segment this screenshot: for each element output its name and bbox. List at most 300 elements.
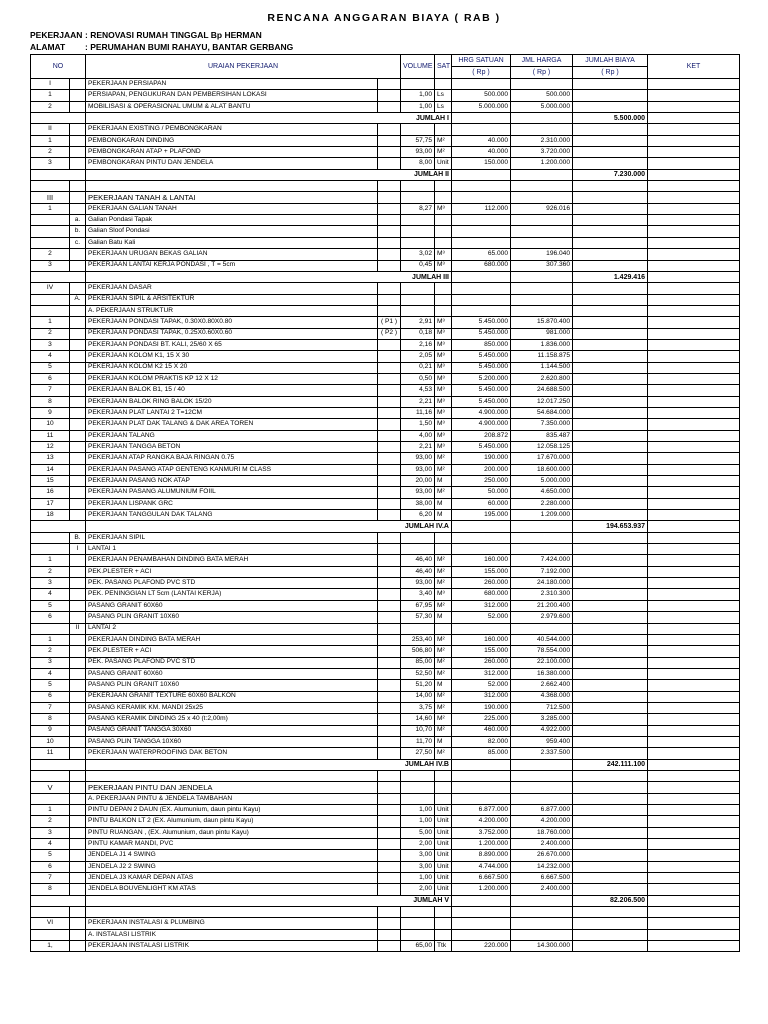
jumlah-biaya-cell [573, 623, 648, 634]
volume-cell: 2,05 [401, 351, 435, 362]
hrg-cell: 52.000 [452, 680, 511, 691]
no-cell [31, 770, 70, 781]
table-row [31, 215, 740, 226]
ket-cell [648, 668, 740, 679]
no-cell [31, 907, 70, 918]
code-cell [378, 827, 401, 838]
no-cell: 1 [31, 135, 70, 146]
sub-cell [70, 203, 86, 214]
table-row [31, 294, 740, 305]
jml-cell: 3.720.000 [511, 147, 573, 158]
jumlah-biaya-cell [573, 453, 648, 464]
table-row [31, 362, 740, 373]
volume-cell: 2,91 [401, 317, 435, 328]
jumlah-biaya-cell [573, 634, 648, 645]
desc-cell: PEKERJAAN TALANG [86, 430, 378, 441]
volume-cell: 52,50 [401, 668, 435, 679]
sub-cell [70, 373, 86, 384]
table-row [31, 419, 740, 430]
table-row [31, 158, 740, 169]
ket-cell [648, 339, 740, 350]
hrg-cell: 850.000 [452, 339, 511, 350]
hrg-cell: 5.450.000 [452, 396, 511, 407]
volume-cell [401, 215, 435, 226]
sat-cell: M³ [435, 589, 452, 600]
sat-cell [435, 623, 452, 634]
ket-cell [648, 158, 740, 169]
jml-cell: 14.232.000 [511, 861, 573, 872]
ket-cell [648, 271, 740, 282]
volume-cell: 0,45 [401, 260, 435, 271]
table-row [31, 668, 740, 679]
hrg-cell: 680.000 [452, 589, 511, 600]
ket-cell [648, 544, 740, 555]
sat-cell: M³ [435, 385, 452, 396]
volume-cell: 1,00 [401, 805, 435, 816]
subtotal-label: JUMLAH V [86, 895, 452, 906]
jumlah-biaya-cell [573, 476, 648, 487]
desc-cell: PEK.PLESTER + ACI [86, 566, 378, 577]
sat-cell: M [435, 510, 452, 521]
table-row [31, 725, 740, 736]
jml-cell [511, 226, 573, 237]
ket-cell [648, 101, 740, 112]
document-title: RENCANA ANGGARAN BIAYA ( RAB ) [267, 12, 501, 24]
ket-cell [648, 419, 740, 430]
jumlah-biaya-cell [573, 442, 648, 453]
jml-cell: 3.285.000 [511, 714, 573, 725]
jml-cell: 18.760.000 [511, 827, 573, 838]
jml-cell [511, 283, 573, 294]
volume-cell: 8,00 [401, 158, 435, 169]
code-cell [378, 873, 401, 884]
sat-cell: M³ [435, 407, 452, 418]
table-row [31, 498, 740, 509]
desc-cell: PEKERJAAN INSTALASI & PLUMBING [86, 918, 378, 929]
jumlah-biaya-cell [573, 215, 648, 226]
jml-cell: 16.380.000 [511, 668, 573, 679]
hrg-cell: 260.000 [452, 657, 511, 668]
header-no: NO [31, 55, 86, 79]
sub-cell [70, 884, 86, 895]
desc-cell: PEKERJAAN PASANG ALUMUNIUM FOIIL [86, 487, 378, 498]
desc-cell: Galian Pondasi Tapak [86, 215, 378, 226]
desc-cell: PEKERJAAN PONDASI TAPAK, 0.25X0.60X0.60 [86, 328, 378, 339]
table-row [31, 805, 740, 816]
ket-cell [648, 328, 740, 339]
sat-cell [435, 532, 452, 543]
sub-cell [70, 805, 86, 816]
code-cell [378, 805, 401, 816]
table-row [31, 736, 740, 747]
code-cell [378, 90, 401, 101]
no-cell: 5 [31, 600, 70, 611]
sat-cell: M² [435, 135, 452, 146]
volume-cell: 3,02 [401, 249, 435, 260]
table-row [31, 79, 740, 90]
volume-cell: 3,00 [401, 850, 435, 861]
table-row [31, 578, 740, 589]
ket-cell [648, 566, 740, 577]
jml-cell: 4.650.000 [511, 487, 573, 498]
code-cell: ( P1 ) [378, 317, 401, 328]
hrg-cell [452, 793, 511, 804]
hrg-cell: 85.000 [452, 748, 511, 759]
code-cell [378, 668, 401, 679]
hrg-cell: 5.450.000 [452, 362, 511, 373]
hrg-cell: 52.000 [452, 612, 511, 623]
jml-cell [511, 895, 573, 906]
jml-cell: 15.870.400 [511, 317, 573, 328]
ket-cell [648, 612, 740, 623]
jumlah-biaya-cell: 82.206.500 [573, 895, 648, 906]
sat-cell: M² [435, 555, 452, 566]
table-row [31, 328, 740, 339]
sub-cell [70, 351, 86, 362]
ket-cell [648, 714, 740, 725]
ket-cell [648, 702, 740, 713]
ket-cell [648, 736, 740, 747]
code-cell [378, 646, 401, 657]
jumlah-biaya-cell [573, 589, 648, 600]
hrg-cell: 60.000 [452, 498, 511, 509]
hrg-cell [452, 907, 511, 918]
no-cell: 8 [31, 884, 70, 895]
sat-cell [435, 793, 452, 804]
hrg-cell [452, 521, 511, 532]
no-cell: 1 [31, 317, 70, 328]
jumlah-biaya-cell [573, 385, 648, 396]
sub-cell [70, 464, 86, 475]
jml-cell: 4.922.000 [511, 725, 573, 736]
hrg-cell: 1.200.000 [452, 839, 511, 850]
no-cell: 1 [31, 90, 70, 101]
hrg-cell [452, 181, 511, 192]
volume-cell: 3,75 [401, 702, 435, 713]
jumlah-biaya-cell [573, 147, 648, 158]
hrg-cell [452, 294, 511, 305]
volume-cell: 5,00 [401, 827, 435, 838]
sat-cell: M³ [435, 419, 452, 430]
jml-cell: 2.310.000 [511, 135, 573, 146]
ket-cell [648, 748, 740, 759]
table-row [31, 510, 740, 521]
code-cell [378, 192, 401, 203]
code-cell [378, 657, 401, 668]
sub-cell [70, 442, 86, 453]
no-cell: 1 [31, 203, 70, 214]
jumlah-biaya-cell [573, 827, 648, 838]
ket-cell [648, 555, 740, 566]
hrg-cell: 4.200.000 [452, 816, 511, 827]
table-row [31, 793, 740, 804]
jml-cell [511, 759, 573, 770]
sat-cell [435, 544, 452, 555]
code-cell [378, 555, 401, 566]
ket-cell [648, 442, 740, 453]
desc-cell: PEKERJAAN PLAT DAK TALANG & DAK AREA TOREN [86, 419, 378, 430]
sat-cell [435, 215, 452, 226]
sub-cell [70, 680, 86, 691]
table-row [31, 385, 740, 396]
volume-cell [401, 907, 435, 918]
jml-cell [511, 544, 573, 555]
no-cell: 13 [31, 453, 70, 464]
volume-cell [401, 283, 435, 294]
no-cell: 6 [31, 861, 70, 872]
desc-cell: PEK. PASANG PLAFOND PVC STD [86, 657, 378, 668]
desc-cell: JENDELA J2 2 SWING [86, 861, 378, 872]
code-cell [378, 600, 401, 611]
ket-cell [648, 487, 740, 498]
ket-cell [648, 396, 740, 407]
jumlah-biaya-cell [573, 805, 648, 816]
desc-cell: PEKERJAAN EXISTING / PEMBONGKARAN [86, 124, 378, 135]
hrg-cell: 40.000 [452, 135, 511, 146]
hrg-cell: 3.752.000 [452, 827, 511, 838]
no-cell: 9 [31, 725, 70, 736]
sub-cell [70, 589, 86, 600]
jumlah-biaya-cell [573, 691, 648, 702]
subtotal-label: JUMLAH II [86, 169, 452, 180]
desc-cell: PEKERJAAN SIPIL [86, 532, 378, 543]
ket-cell [648, 827, 740, 838]
volume-cell [401, 929, 435, 940]
ket-cell [648, 510, 740, 521]
jumlah-biaya-cell [573, 657, 648, 668]
code-cell [378, 203, 401, 214]
ket-cell [648, 317, 740, 328]
hrg-cell [452, 544, 511, 555]
sat-cell: M³ [435, 362, 452, 373]
hrg-cell: 5.450.000 [452, 328, 511, 339]
hrg-cell: 225.000 [452, 714, 511, 725]
volume-cell [401, 124, 435, 135]
desc-cell: PEKERJAAN ATAP RANGKA BAJA RINGAN 0.75 [86, 453, 378, 464]
desc-cell: PEKERJAAN INSTALASI LISTRIK [86, 941, 378, 952]
ket-cell [648, 385, 740, 396]
code-cell [378, 680, 401, 691]
hrg-cell: 5.200.000 [452, 373, 511, 384]
subtotal-row [31, 271, 740, 282]
code-cell [378, 691, 401, 702]
sat-cell: M² [435, 487, 452, 498]
desc-cell: LANTAI 2 [86, 623, 378, 634]
jumlah-biaya-cell [573, 260, 648, 271]
header-jml-harga: JML HARGA [511, 55, 573, 67]
table-row [31, 623, 740, 634]
jml-cell: 12.017.250 [511, 396, 573, 407]
jml-cell: 22.100.000 [511, 657, 573, 668]
volume-cell: 0,50 [401, 373, 435, 384]
ket-cell [648, 249, 740, 260]
volume-cell: 6,20 [401, 510, 435, 521]
jumlah-biaya-cell: 194.653.937 [573, 521, 648, 532]
table-row [31, 544, 740, 555]
no-cell: 3 [31, 158, 70, 169]
sub-cell [70, 770, 86, 781]
desc-cell: PEKERJAAN PONDASI TAPAK, 0.30X0.80X0.80 [86, 317, 378, 328]
code-cell [378, 487, 401, 498]
volume-cell: 93,00 [401, 578, 435, 589]
code-cell [378, 918, 401, 929]
jumlah-biaya-cell [573, 249, 648, 260]
sat-cell [435, 181, 452, 192]
volume-cell: 93,00 [401, 453, 435, 464]
subtotal-row [31, 759, 740, 770]
ket-cell [648, 578, 740, 589]
jumlah-biaya-cell [573, 135, 648, 146]
sub-cell [70, 147, 86, 158]
volume-cell: 2,21 [401, 442, 435, 453]
code-cell [378, 362, 401, 373]
desc-cell: PEKERJAAN BALOK RING BALOK 15/20 [86, 396, 378, 407]
table-row [31, 600, 740, 611]
volume-cell: 20,00 [401, 476, 435, 487]
header-uraian: URAIAN PEKERJAAN [86, 55, 401, 79]
no-cell: 4 [31, 589, 70, 600]
sub-cell [70, 430, 86, 441]
sat-cell: Unit [435, 850, 452, 861]
table-row [31, 929, 740, 940]
table-row [31, 861, 740, 872]
table-row [31, 351, 740, 362]
hrg-cell: 5.450.000 [452, 385, 511, 396]
jumlah-biaya-cell [573, 203, 648, 214]
ket-cell [648, 215, 740, 226]
hrg-cell: 50.000 [452, 487, 511, 498]
desc-cell: PINTU RUANGAN , (EX. Alumunium, daun pintu Kayu) [86, 827, 378, 838]
volume-cell: 11,70 [401, 736, 435, 747]
sub-cell [70, 305, 86, 316]
table-row [31, 317, 740, 328]
code-cell [378, 407, 401, 418]
no-cell [31, 759, 70, 770]
table-row [31, 203, 740, 214]
ket-cell [648, 623, 740, 634]
hrg-cell: 82.000 [452, 736, 511, 747]
sub-cell [70, 317, 86, 328]
desc-cell: PASANG GRANIT 60X60 [86, 668, 378, 679]
sat-cell: M [435, 612, 452, 623]
desc-cell [86, 181, 378, 192]
spacer-row [31, 907, 740, 918]
no-cell [31, 271, 70, 282]
ket-cell [648, 226, 740, 237]
jml-cell: 17.670.000 [511, 453, 573, 464]
hrg-cell [452, 192, 511, 203]
code-cell [378, 419, 401, 430]
volume-cell [401, 226, 435, 237]
volume-cell: 2,21 [401, 396, 435, 407]
desc-cell: PEKERJAAN PINTU DAN JENDELA [86, 782, 378, 793]
no-cell: 3 [31, 657, 70, 668]
jumlah-biaya-cell [573, 373, 648, 384]
desc-cell: PASANG KERAMIK KM. MANDI 25x25 [86, 702, 378, 713]
table-row [31, 124, 740, 135]
sat-cell: Unit [435, 884, 452, 895]
hrg-cell [452, 283, 511, 294]
jml-cell: 2.979.600 [511, 612, 573, 623]
jumlah-biaya-cell [573, 566, 648, 577]
jumlah-biaya-cell [573, 748, 648, 759]
hrg-cell: 4.900.000 [452, 419, 511, 430]
jumlah-biaya-cell [573, 941, 648, 952]
jml-cell [511, 793, 573, 804]
sub-cell [70, 941, 86, 952]
jml-cell: 2.400.000 [511, 839, 573, 850]
no-cell [31, 181, 70, 192]
hrg-cell: 5.450.000 [452, 317, 511, 328]
ket-cell [648, 725, 740, 736]
ket-cell [648, 634, 740, 645]
ket-cell [648, 79, 740, 90]
sub-cell [70, 521, 86, 532]
jml-cell: 500.000 [511, 90, 573, 101]
hrg-cell [452, 918, 511, 929]
sub-cell [70, 895, 86, 906]
code-cell [378, 714, 401, 725]
table-row [31, 657, 740, 668]
ket-cell [648, 929, 740, 940]
desc-cell: PEKERJAAN PENAMBAHAN DINDING BATA MERAH [86, 555, 378, 566]
code-cell [378, 305, 401, 316]
table-row [31, 884, 740, 895]
desc-cell: PEKERJAAN KOLOM K1, 15 X 30 [86, 351, 378, 362]
sub-cell: II [70, 623, 86, 634]
sat-cell: M² [435, 147, 452, 158]
hrg-cell: 190.000 [452, 702, 511, 713]
sat-cell: M [435, 476, 452, 487]
code-cell [378, 124, 401, 135]
jumlah-biaya-cell [573, 532, 648, 543]
ket-cell [648, 192, 740, 203]
hrg-cell: 5.450.000 [452, 442, 511, 453]
jumlah-biaya-cell [573, 929, 648, 940]
desc-cell: PEKERJAAN KOLOM K2 15 X 20 [86, 362, 378, 373]
jml-cell [511, 305, 573, 316]
no-cell [31, 929, 70, 940]
jml-cell [511, 124, 573, 135]
table-row [31, 850, 740, 861]
code-cell [378, 884, 401, 895]
jml-cell: 196.040 [511, 249, 573, 260]
hrg-cell: 4.900.000 [452, 407, 511, 418]
ket-cell [648, 260, 740, 271]
sat-cell: M² [435, 714, 452, 725]
code-cell [378, 589, 401, 600]
sub-cell [70, 453, 86, 464]
table-row [31, 476, 740, 487]
volume-cell: 93,00 [401, 464, 435, 475]
desc-cell: PEKERJAAN TANGGA BETON [86, 442, 378, 453]
volume-cell: 3,40 [401, 589, 435, 600]
code-cell [378, 373, 401, 384]
sub-cell [70, 600, 86, 611]
hrg-cell: 500.000 [452, 90, 511, 101]
sat-cell: M³ [435, 351, 452, 362]
ket-cell [648, 498, 740, 509]
ket-cell [648, 600, 740, 611]
table-row [31, 430, 740, 441]
ket-cell [648, 203, 740, 214]
code-cell [378, 215, 401, 226]
jumlah-cell [573, 907, 648, 918]
code-cell [378, 612, 401, 623]
sub-cell [70, 929, 86, 940]
sub-cell [70, 634, 86, 645]
table-row [31, 249, 740, 260]
